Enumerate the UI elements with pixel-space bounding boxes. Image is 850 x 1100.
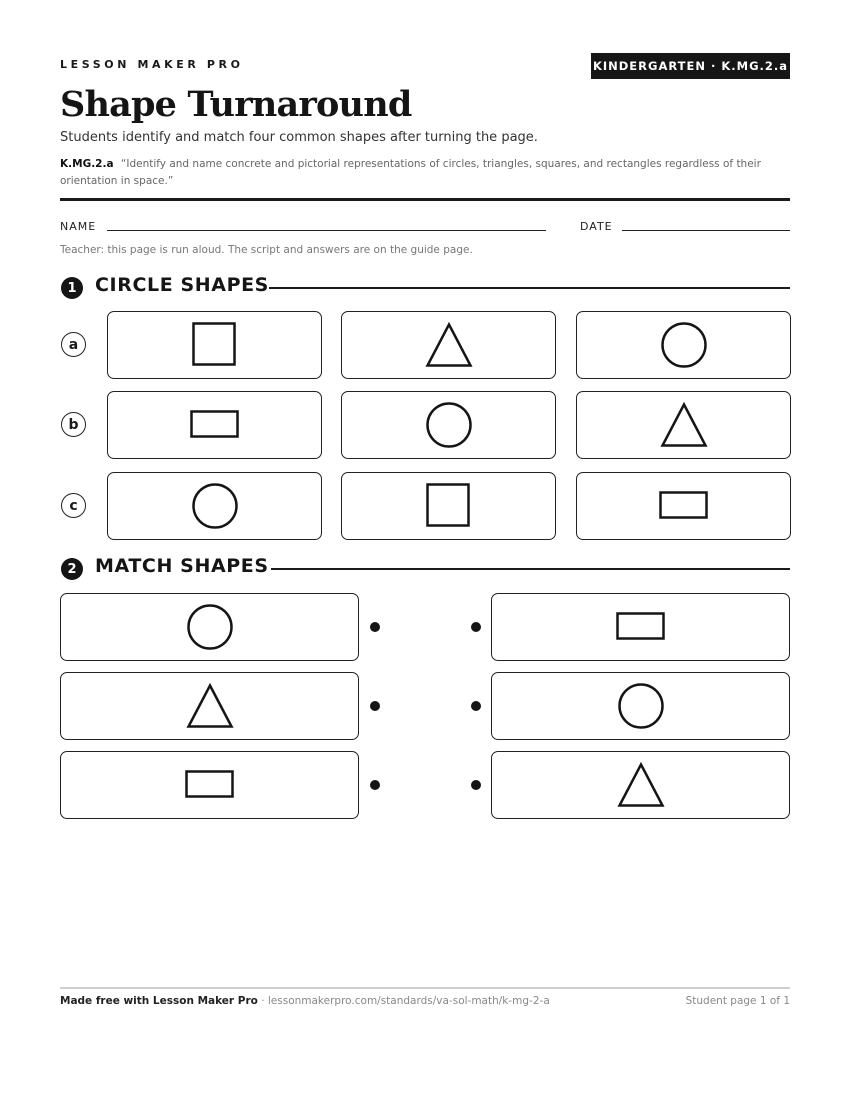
teacher-note: Teacher: this page is run aloud. The script and answers are on the guide page. [60, 244, 473, 256]
shape-choice-card[interactable] [107, 311, 322, 379]
section-number: 1 [61, 277, 83, 299]
section-divider [271, 568, 790, 570]
shape-choice-card[interactable] [341, 472, 556, 540]
footer-credit [60, 995, 550, 1007]
match-right-card[interactable] [491, 593, 790, 661]
circle-icon [191, 482, 239, 530]
circle-icon [617, 682, 665, 730]
section-number: 2 [61, 558, 83, 580]
brand-label: LESSON MAKER PRO [60, 58, 244, 71]
rectangle-icon [190, 410, 240, 440]
footer-url: · lessonmakerpro.com/standards/va-sol-math/k-mg-2-a [257, 995, 550, 1007]
standard-description [60, 156, 790, 190]
rectangle-icon [185, 770, 235, 800]
shape-choice-card[interactable] [576, 391, 791, 459]
name-label: NAME [60, 220, 97, 233]
row-label: a [61, 332, 86, 357]
match-dot-right[interactable] [471, 780, 481, 790]
date-label: DATE [580, 220, 613, 233]
page-number: Student page 1 of 1 [685, 995, 790, 1007]
section-title: CIRCLE SHAPES [95, 274, 269, 296]
footer-made-with: Made free with Lesson Maker Pro [60, 995, 258, 1007]
match-left-card[interactable] [60, 672, 359, 740]
match-right-card[interactable] [491, 751, 790, 819]
shape-choice-card[interactable] [576, 311, 791, 379]
match-dot-left[interactable] [370, 780, 380, 790]
triangle-icon [425, 322, 473, 368]
shape-choice-card[interactable] [576, 472, 791, 540]
date-field[interactable] [622, 230, 790, 231]
grade-standard-badge: KINDERGARTEN · K.MG.2.a [591, 53, 790, 79]
match-dot-right[interactable] [471, 622, 481, 632]
triangle-icon [660, 402, 708, 448]
triangle-icon [617, 762, 665, 808]
circle-icon [186, 603, 234, 651]
triangle-icon [186, 683, 234, 729]
match-left-card[interactable] [60, 751, 359, 819]
standard-code: K.MG.2.a [60, 158, 114, 170]
section-divider [269, 287, 790, 289]
shape-choice-card[interactable] [341, 391, 556, 459]
shape-choice-card[interactable] [107, 472, 322, 540]
standard-text: “Identify and name concrete and pictorial representations of circles, triangles, squares, and rectangles regardless of their orientation in space.” [60, 158, 761, 187]
row-label: b [61, 412, 86, 437]
footer-divider [60, 987, 790, 989]
shape-choice-card[interactable] [107, 391, 322, 459]
row-label: c [61, 493, 86, 518]
shape-choice-card[interactable] [341, 311, 556, 379]
rectangle-icon [659, 491, 709, 521]
header-divider [60, 198, 790, 201]
match-left-card[interactable] [60, 593, 359, 661]
name-field[interactable] [107, 230, 546, 231]
square-icon [426, 483, 472, 529]
page-title: Shape Turnaround [60, 84, 412, 125]
match-dot-left[interactable] [370, 622, 380, 632]
match-right-card[interactable] [491, 672, 790, 740]
circle-icon [425, 401, 473, 449]
square-icon [192, 322, 238, 368]
rectangle-icon [616, 612, 666, 642]
match-dot-left[interactable] [370, 701, 380, 711]
section-title: MATCH SHAPES [95, 555, 269, 577]
page-subtitle: Students identify and match four common shapes after turning the page. [60, 130, 538, 145]
match-dot-right[interactable] [471, 701, 481, 711]
circle-icon [660, 321, 708, 369]
